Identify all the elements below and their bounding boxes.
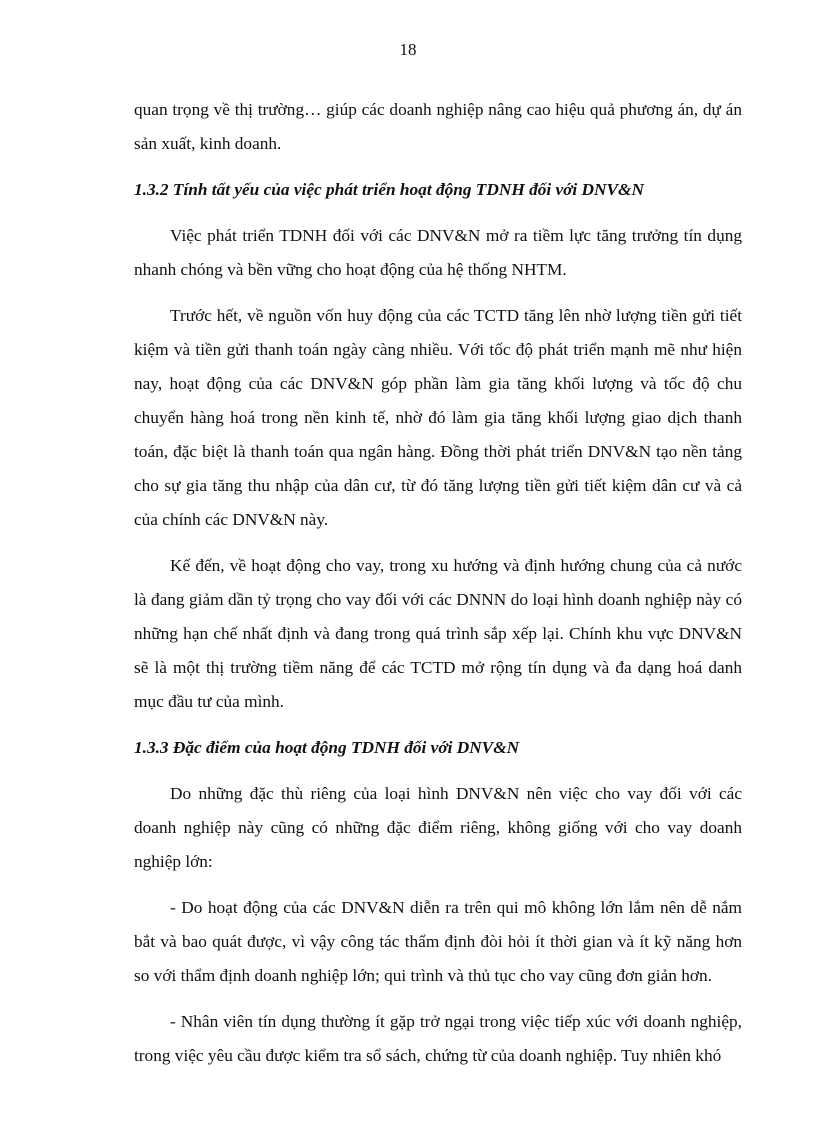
- page-number: 18: [399, 40, 417, 59]
- list-item: - Do hoạt động của các DNV&N diễn ra trên qui mô không lớn lắm nên dễ nắm bắt và bao quát được, vì vậy công tác thẩm định đòi hỏi ít thời gian và ít kỹ năng hơn so với thẩm định doanh nghiệp lớn; qui trình và thủ tục cho vay cũng đơn giản hơn.: [134, 898, 742, 985]
- section-heading-1-3-3: 1.3.3 Đặc điểm của hoạt động TDNH đối với DNV&N: [134, 738, 520, 757]
- list-item: - Nhân viên tín dụng thường ít gặp trở ngại trong việc tiếp xúc với doanh nghiệp, trong việc yêu cầu được kiểm tra sổ sách, chứng từ của doanh nghiệp. Tuy nhiên khó: [134, 1012, 742, 1065]
- paragraph: Do những đặc thù riêng của loại hình DNV&N nên việc cho vay đối với các doanh nghiệp này cũng có những đặc điểm riêng, không giống với cho vay doanh nghiệp lớn:: [134, 784, 742, 871]
- paragraph-continuation: quan trọng về thị trường… giúp các doanh nghiệp nâng cao hiệu quả phương án, dự án sản xuất, kinh doanh.: [134, 100, 742, 153]
- paragraph: Kế đến, về hoạt động cho vay, trong xu hướng và định hướng chung của cả nước là đang giảm dần tỷ trọng cho vay đối với các DNNN do loại hình doanh nghiệp này có những hạn chế nhất định và đang trong quá trình sắp xếp lại. Chính khu vực DNV&N sẽ là một thị trường tiềm năng để các TCTD mở rộng tín dụng và đa dạng hoá danh mục đầu tư của mình.: [134, 556, 742, 711]
- paragraph: Việc phát triển TDNH đối với các DNV&N mở ra tiềm lực tăng trưởng tín dụng nhanh chóng và bền vững cho hoạt động của hệ thống NHTM.: [134, 226, 742, 279]
- section-heading-1-3-2: 1.3.2 Tính tất yếu của việc phát triển hoạt động TDNH đối với DNV&N: [134, 180, 644, 199]
- document-body: [134, 93, 742, 1085]
- paragraph: Trước hết, về nguồn vốn huy động của các TCTD tăng lên nhờ lượng tiền gửi tiết kiệm và tiền gửi thanh toán ngày càng nhiều. Với tốc độ phát triển mạnh mẽ như hiện nay, hoạt động của các DNV&N góp phần làm gia tăng khối lượng và tốc độ chu chuyển hàng hoá trong nền kinh tế, nhờ đó làm gia tăng khối lượng giao dịch thanh toán, đặc biệt là thanh toán qua ngân hàng. Đồng thời phát triển DNV&N tạo nền tảng cho sự gia tăng thu nhập của dân cư, từ đó tăng lượng tiền gửi tiết kiệm dân cư và cả của chính các DNV&N này.: [134, 306, 742, 529]
